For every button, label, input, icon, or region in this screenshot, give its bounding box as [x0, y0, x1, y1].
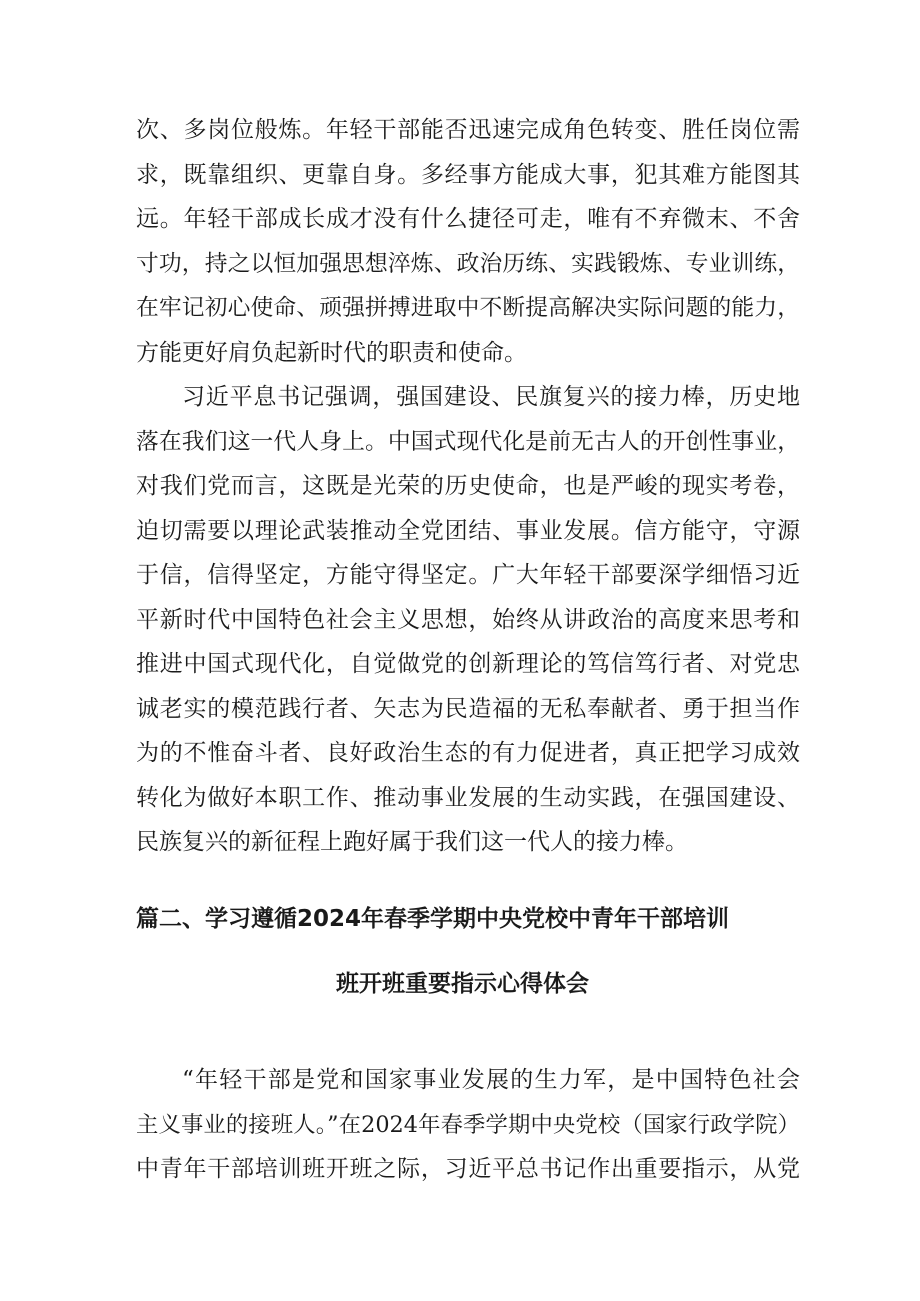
paragraph-line: 中青年干部培训班开班之际，习近平总书记作出重要指示，从党 — [136, 1156, 800, 1182]
section-heading-line-1: 篇二、学习遵循2024年春季学期中央党校中青年干部培训 — [136, 906, 730, 932]
paragraph-line: 方能更好肩负起新时代的职责和使命。 — [136, 339, 527, 366]
paragraph-line: 迫切需要以理论武装推动全党团结、事业发展。信方能守，守源 — [136, 517, 800, 544]
paragraph-line: 推进中国式现代化，自觉做党的创新理论的笃信笃行者、对党忠 — [136, 651, 800, 677]
paragraph-line: 诚老实的模范践行者、矢志为民造福的无私奉献者、勇于担当作 — [136, 695, 800, 722]
paragraph-line: 转化为做好本职工作、推动事业发展的生动实践，在强国建设、 — [136, 784, 800, 811]
paragraph-line: “年轻干部是党和国家事业发展的生力军，是中国特色社会 — [182, 1067, 800, 1093]
paragraph-line: 对我们党而言，这既是光荣的历史使命，也是严峻的现实考卷， — [136, 473, 800, 499]
section-heading-line-2: 班开班重要指示心得体会 — [336, 971, 589, 997]
paragraph-line: 于信，信得坚定，方能守得坚定。广大年轻干部要深学细悟习近 — [136, 562, 800, 588]
paragraph-line: 民族复兴的新征程上跑好属于我们这一代人的接力棒。 — [136, 829, 688, 855]
paragraph-line: 远。年轻干部成长成才没有什么捷径可走，唯有不弃微末、不舍 — [136, 206, 800, 232]
paragraph-2 — [136, 375, 800, 865]
paragraph-line: 落在我们这一代人身上。中国式现代化是前无古人的开创性事业， — [136, 428, 800, 455]
paragraph-line: 主义事业的接班人。”在2024年春季学期中央党校（国家行政学院） — [136, 1111, 800, 1138]
paragraph-line: 在牢记初心使命、顽强拼搏进取中不断提高解决实际问题的能力， — [136, 295, 800, 321]
paragraph-line: 求，既靠组织、更靠自身。多经事方能成大事，犯其难方能图其 — [136, 161, 800, 188]
paragraph-line: 为的不惟奋斗者、良好政治生态的有力促进者，真正把学习成效 — [136, 740, 800, 766]
paragraph-line: 寸功，持之以恒加强思想淬炼、政治历练、实践锻炼、专业训练， — [136, 250, 800, 277]
paragraph-line: 习近平息书记强调，强国建设、民旗复兴的接力棒，历史地 — [182, 384, 800, 410]
paragraph-1 — [136, 108, 800, 375]
paragraph-line: 平新时代中国特色社会主义思想，始终从讲政治的高度来思考和 — [136, 606, 800, 633]
paragraph-line: 次、多岗位般炼。年轻干部能否迅速完成角色转变、胜任岗位需 — [136, 117, 800, 143]
paragraph-3 — [136, 1058, 800, 1192]
